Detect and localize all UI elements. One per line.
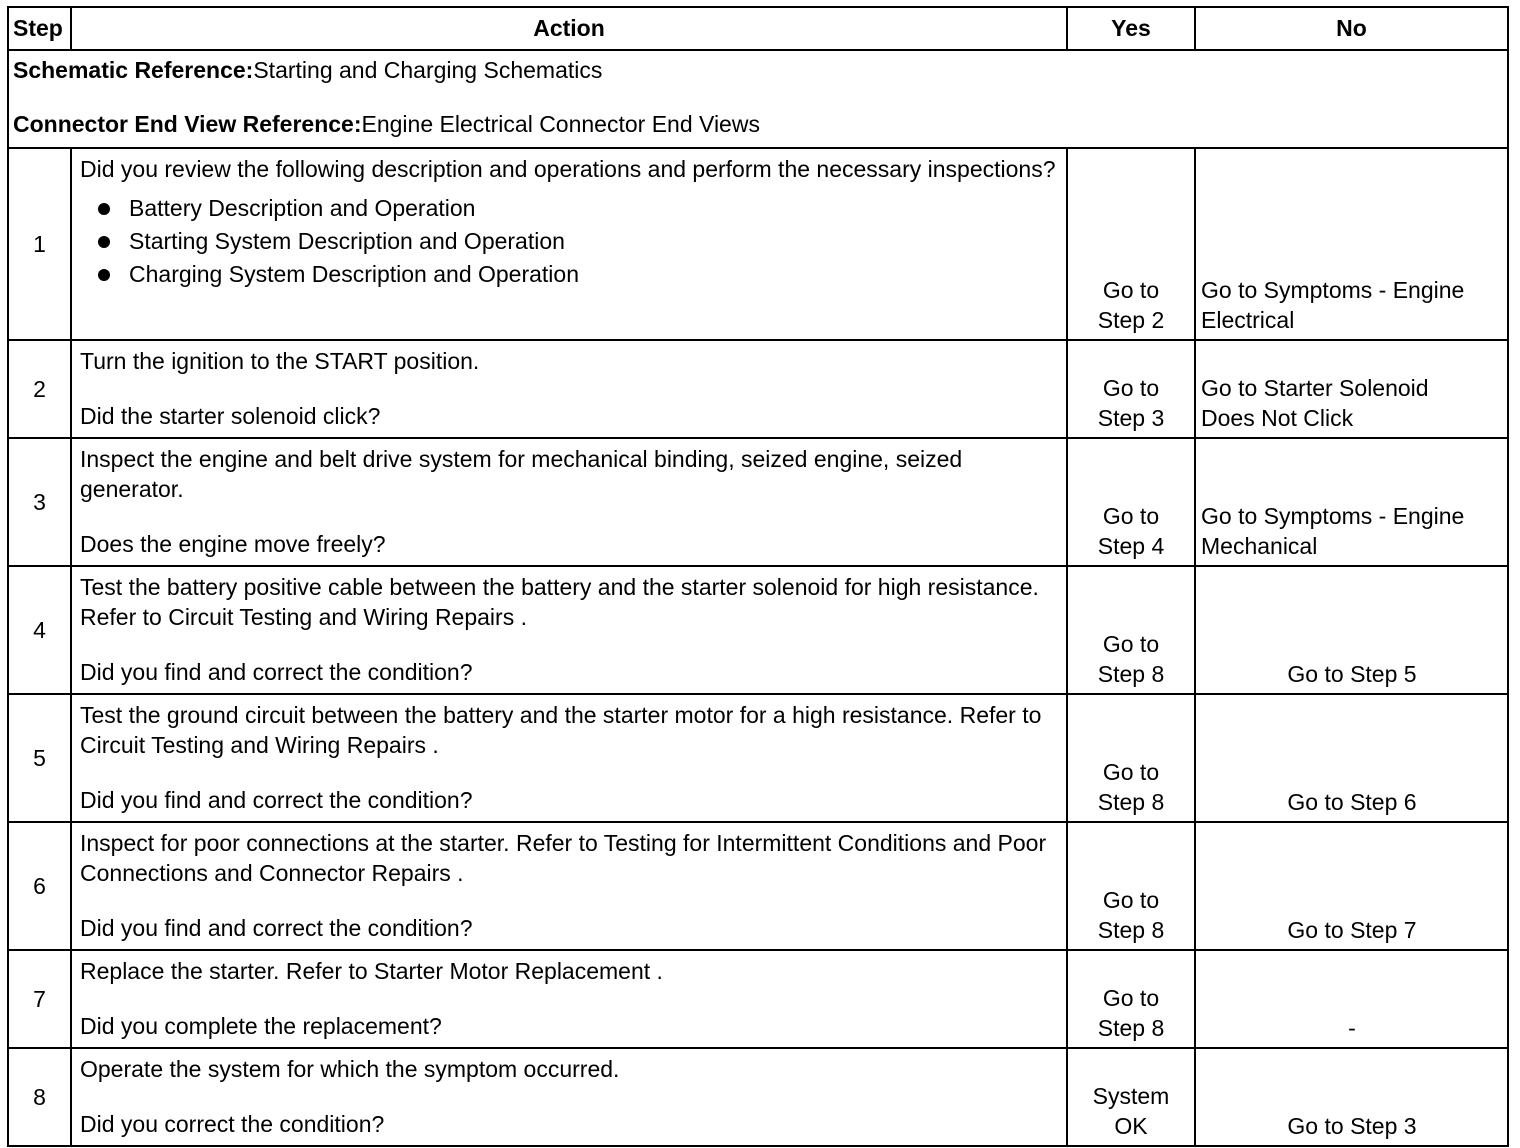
yes-line: Go to	[1102, 375, 1160, 401]
action-question: Did you complete the replacement?	[80, 1013, 442, 1039]
header-row	[8, 7, 1508, 50]
yes-line: Step 8	[1097, 1015, 1165, 1041]
action-cell	[71, 566, 1067, 694]
yes-line: Go to	[1102, 277, 1160, 303]
action-question: Did you find and correct the condition?	[80, 659, 473, 685]
action-spacer	[80, 760, 1060, 785]
list-item-text[interactable]: Battery Description and Operation	[129, 195, 476, 221]
yes-cell[interactable]	[1067, 566, 1195, 694]
no-line: Electrical	[1201, 307, 1295, 333]
table-row	[8, 340, 1508, 438]
action-spacer	[80, 1084, 1060, 1109]
bullet-icon	[98, 203, 110, 215]
action-question: Did the starter solenoid click?	[80, 403, 381, 429]
no-line: Go to Step 7	[1287, 917, 1417, 943]
table-row	[8, 694, 1508, 822]
no-line: Go to Symptoms - Engine	[1201, 503, 1465, 529]
no-cell[interactable]	[1195, 694, 1508, 822]
table-row	[8, 148, 1508, 340]
yes-line: Go to	[1102, 759, 1160, 785]
bullet-icon	[98, 269, 110, 281]
bullet-list	[80, 192, 1060, 291]
diagnostic-table	[7, 6, 1509, 1147]
action-cell	[71, 950, 1067, 1048]
schematic-reference	[13, 57, 1503, 84]
no-cell[interactable]	[1195, 438, 1508, 566]
step-number: 3	[8, 438, 71, 566]
action-cell	[71, 822, 1067, 950]
action-text: Operate the system for which the symptom occurred.	[80, 1056, 620, 1082]
action-spacer	[80, 986, 1060, 1011]
yes-line: OK	[1114, 1113, 1148, 1139]
reference-row	[8, 50, 1508, 148]
step-number: 4	[8, 566, 71, 694]
yes-line: System	[1092, 1083, 1170, 1109]
action-text: Replace the starter. Refer to Starter Motor Replacement .	[80, 958, 663, 984]
no-line: -	[1348, 1015, 1356, 1041]
no-line: Go to Starter Solenoid	[1201, 375, 1429, 401]
action-question: Did you find and correct the condition?	[80, 915, 473, 941]
yes-line: Go to	[1102, 631, 1160, 657]
yes-cell	[1067, 1048, 1195, 1146]
step-number: 7	[8, 950, 71, 1048]
action-spacer	[80, 504, 1060, 529]
step-number: 8	[8, 1048, 71, 1146]
no-cell[interactable]	[1195, 148, 1508, 340]
action-text: Inspect for poor connections at the starter. Refer to Testing for Intermittent Conditions and Poor Connections and Connector Repairs .	[80, 830, 1047, 886]
list-item-text[interactable]: Charging System Description and Operation	[129, 261, 580, 287]
action-cell	[71, 438, 1067, 566]
table-row	[8, 822, 1508, 950]
list-item	[80, 258, 1060, 291]
reference-cell	[8, 50, 1508, 148]
yes-cell[interactable]	[1067, 950, 1195, 1048]
table-row	[8, 438, 1508, 566]
yes-line: Step 3	[1097, 405, 1165, 431]
table-row	[8, 1048, 1508, 1146]
schematic-reference-label: Schematic Reference:	[13, 57, 254, 83]
reference-spacer	[13, 84, 1503, 111]
header-step: Step	[8, 7, 71, 50]
action-text: Inspect the engine and belt drive system for mechanical binding, seized engine, seized generator.	[80, 446, 963, 502]
action-text: Test the battery positive cable between the battery and the starter solenoid for high resistance. Refer to Circuit Testing and Wiring Repairs .	[80, 574, 1039, 630]
action-question: Does the engine move freely?	[80, 531, 386, 557]
no-line: Go to Step 5	[1287, 661, 1417, 687]
action-cell	[71, 1048, 1067, 1146]
yes-cell[interactable]	[1067, 148, 1195, 340]
no-cell[interactable]	[1195, 822, 1508, 950]
action-cell	[71, 340, 1067, 438]
step-number: 1	[8, 148, 71, 340]
no-cell[interactable]	[1195, 340, 1508, 438]
connector-reference-link[interactable]: Engine Electrical Connector End Views	[361, 111, 760, 137]
list-item-text[interactable]: Starting System Description and Operation	[129, 228, 565, 254]
no-cell	[1195, 950, 1508, 1048]
yes-line: Step 8	[1097, 789, 1165, 815]
yes-line: Go to	[1102, 503, 1160, 529]
header-yes: Yes	[1067, 7, 1195, 50]
action-spacer	[80, 376, 1060, 401]
action-spacer	[80, 632, 1060, 657]
yes-line: Step 8	[1097, 661, 1165, 687]
yes-line: Step 4	[1097, 533, 1165, 559]
step-number: 2	[8, 340, 71, 438]
action-text: Turn the ignition to the START position.	[80, 348, 480, 374]
action-spacer	[80, 888, 1060, 913]
connector-reference	[13, 111, 1503, 138]
no-line: Go to Symptoms - Engine	[1201, 277, 1465, 303]
no-cell[interactable]	[1195, 566, 1508, 694]
yes-cell[interactable]	[1067, 340, 1195, 438]
no-line: Go to Step 6	[1287, 789, 1417, 815]
yes-cell[interactable]	[1067, 694, 1195, 822]
no-line: Go to Step 3	[1287, 1113, 1417, 1139]
no-line: Does Not Click	[1201, 405, 1354, 431]
bullet-icon	[98, 236, 110, 248]
action-text: Did you review the following description and operations and perform the necessary inspections?	[80, 156, 1056, 182]
yes-line: Step 8	[1097, 917, 1165, 943]
action-text: Test the ground circuit between the battery and the starter motor for a high resistance. Refer to Circuit Testing and Wiring Repairs .	[80, 702, 1042, 758]
action-question: Did you correct the condition?	[80, 1111, 385, 1137]
no-cell[interactable]	[1195, 1048, 1508, 1146]
yes-line: Go to	[1102, 887, 1160, 913]
yes-line: Go to	[1102, 985, 1160, 1011]
header-action: Action	[71, 7, 1067, 50]
action-cell	[71, 148, 1067, 340]
yes-cell[interactable]	[1067, 438, 1195, 566]
step-number: 5	[8, 694, 71, 822]
no-line: Mechanical	[1201, 533, 1318, 559]
yes-line: Step 2	[1097, 307, 1165, 333]
table-row	[8, 950, 1508, 1048]
table-row	[8, 566, 1508, 694]
list-item	[80, 192, 1060, 225]
action-cell	[71, 694, 1067, 822]
yes-cell[interactable]	[1067, 822, 1195, 950]
schematic-reference-link[interactable]: Starting and Charging Schematics	[253, 57, 603, 83]
list-item	[80, 225, 1060, 258]
step-number: 6	[8, 822, 71, 950]
connector-reference-label: Connector End View Reference:	[13, 111, 362, 137]
action-question: Did you find and correct the condition?	[80, 787, 473, 813]
header-no: No	[1195, 7, 1508, 50]
